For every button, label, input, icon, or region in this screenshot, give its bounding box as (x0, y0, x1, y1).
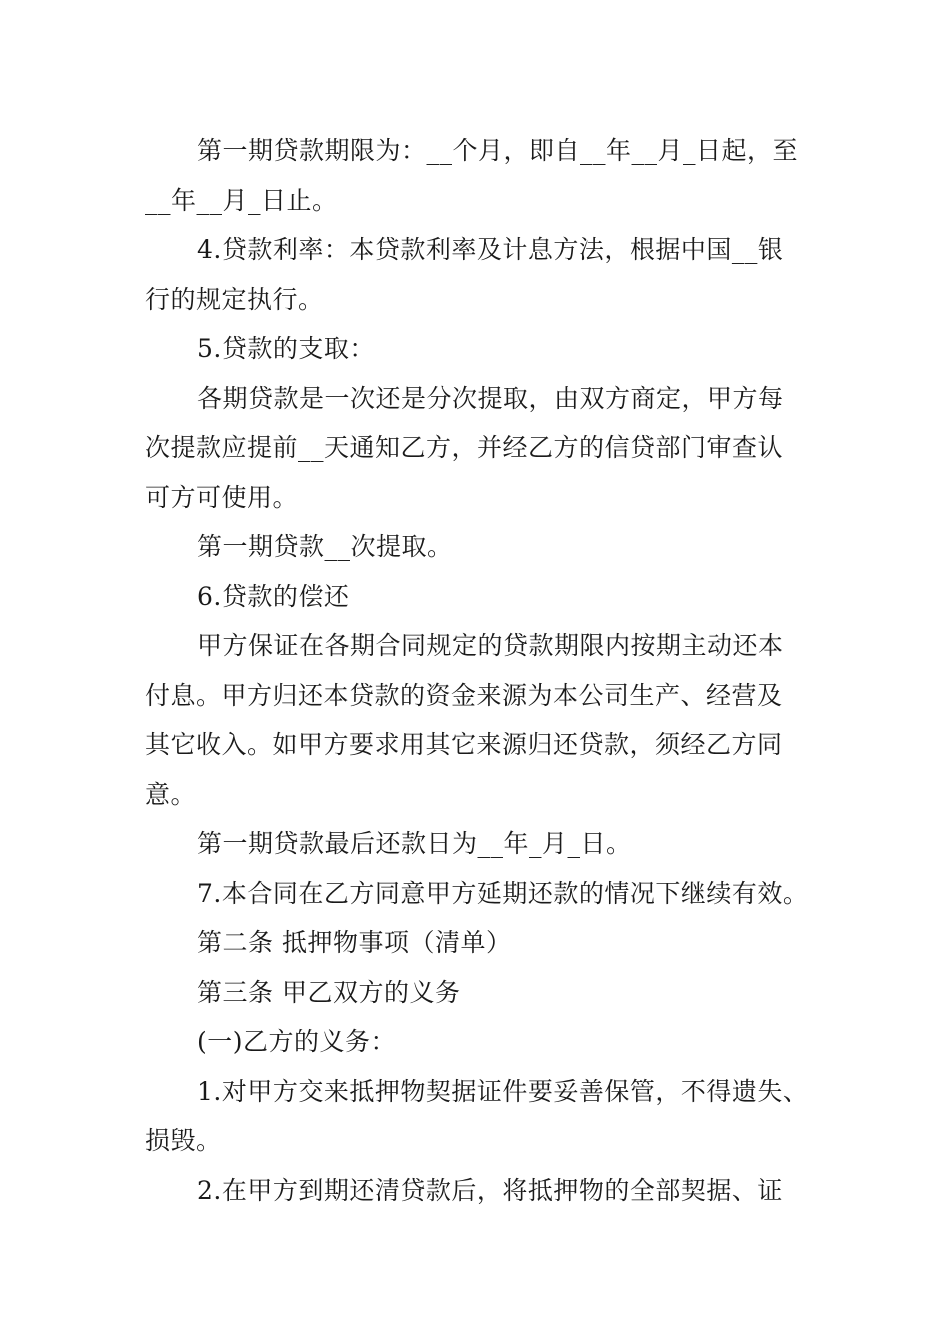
text-line: 第一期贷款最后还款日为__年_月_日。 (197, 829, 632, 858)
text-line: 行的规定执行。 (145, 284, 324, 314)
text-line: 第三条 甲乙双方的义务 (197, 977, 461, 1007)
text-line: 第二条 抵押物事项（清单） (197, 928, 512, 957)
text-line: 4.贷款利率：本贷款利率及计息方法，根据中国__银 (197, 235, 784, 264)
text-line: (一)乙方的义务： (197, 1027, 397, 1056)
text-line: 各期贷款是一次还是分次提取，由双方商定，甲方每 (197, 383, 784, 413)
text-line: 7.本合同在乙方同意甲方延期还款的情况下继续有效。 (197, 878, 809, 908)
document-body (145, 126, 815, 1215)
text-line: 6.贷款的偿还 (197, 581, 350, 611)
text-line: 损毁。 (145, 1126, 222, 1155)
text-line: 甲方保证在各期合同规定的贷款期限内按期主动还本 (197, 631, 784, 660)
text-line: 可方可使用。 (145, 482, 299, 512)
text-line: 5.贷款的支取： (197, 334, 375, 363)
text-line: 其它收入。如甲方要求用其它来源归还贷款，须经乙方同 (145, 730, 783, 759)
text-line: __年__月_日止。 (145, 185, 338, 215)
text-line: 第一期贷款期限为：__个月，即自__年__月_日起，至 (197, 136, 799, 165)
text-line: 次提款应提前__天通知乙方，并经乙方的信贷部门审查认 (145, 433, 784, 462)
text-line: 付息。甲方归还本贷款的资金来源为本公司生产、经营及 (145, 680, 783, 710)
text-line: 1.对甲方交来抵押物契据证件要妥善保管，不得遗失、 (197, 1076, 809, 1106)
text-line: 意。 (145, 779, 197, 809)
text-line: 2.在甲方到期还清贷款后，将抵押物的全部契据、证 (197, 1175, 783, 1205)
text-line: 第一期贷款__次提取。 (197, 532, 453, 561)
